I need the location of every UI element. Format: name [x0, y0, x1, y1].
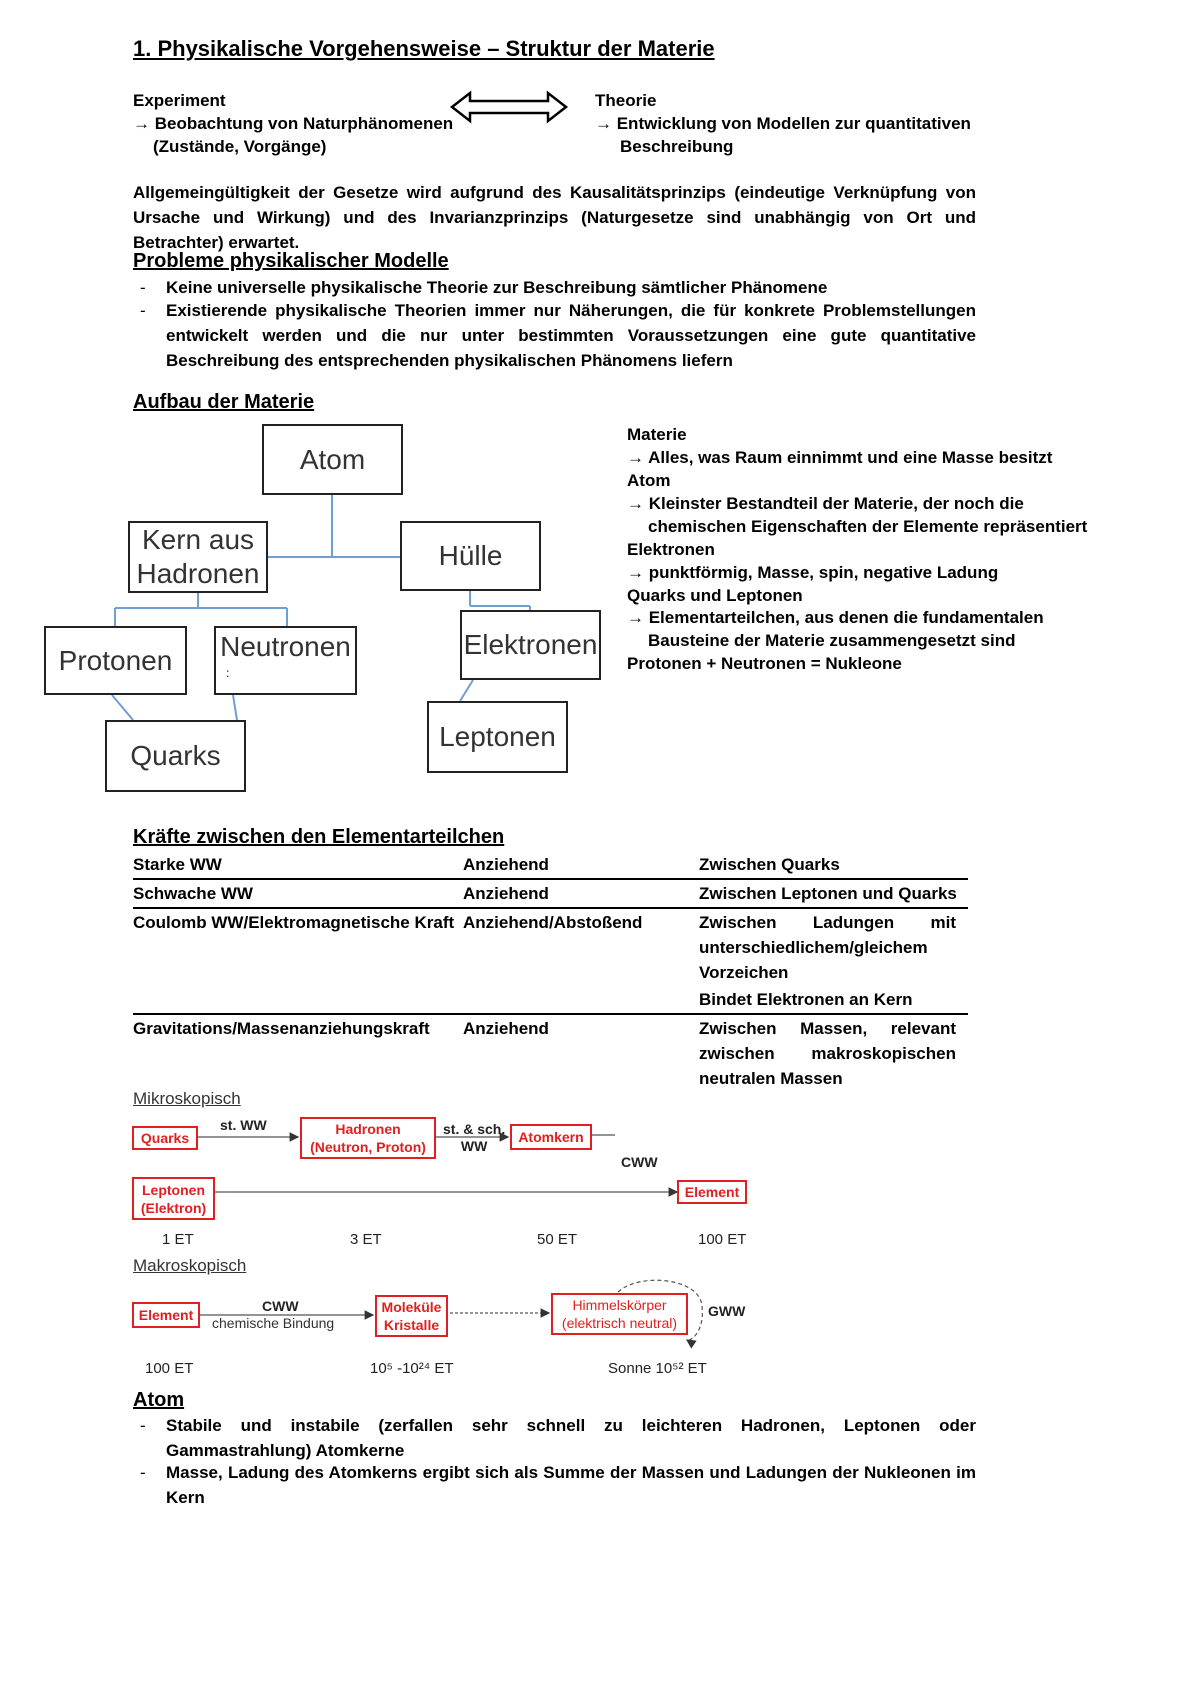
et-label: Sonne 10⁵² ET	[608, 1360, 707, 1377]
probleme-item: Keine universelle physikalische Theorie zur Beschreibung sämtlicher Phänomene	[166, 278, 828, 297]
theorie-line1: → Entwicklung von Modellen zur quantitativen	[595, 114, 971, 133]
table-cell: Anziehend	[463, 855, 549, 874]
def-quarks-leptonen: Quarks und Leptonen	[627, 586, 803, 605]
gww-label: GWW	[708, 1303, 746, 1319]
def-elektronen: Elektronen	[627, 540, 715, 559]
table-cell: Schwache WW	[133, 884, 253, 903]
probleme-heading: Probleme physikalischer Modelle	[133, 250, 449, 272]
experiment-heading: Experiment	[133, 91, 226, 110]
mikro-leptonen-box: Leptonen (Elektron)	[132, 1177, 215, 1220]
table-cell: Zwischen Ladungen mit unterschiedlichem/gleichem Vorzeichen	[699, 913, 956, 982]
neutronen-mark: :	[226, 666, 230, 680]
table-cell	[463, 986, 699, 1014]
theorie-line2: Beschreibung	[620, 137, 734, 156]
table-cell: Zwischen Quarks	[699, 855, 840, 874]
table-row	[133, 986, 968, 1014]
makro-cww-label: CWW	[262, 1298, 299, 1314]
bullet-dash: -	[140, 301, 146, 320]
atom-item: Masse, Ladung des Atomkerns ergibt sich als Summe der Massen und Ladungen der Nukleonen im Kern	[166, 1463, 976, 1507]
table-cell: Gravitations/Massenanziehungskraft	[133, 1019, 430, 1038]
makro-heading: Makroskopisch	[133, 1256, 247, 1275]
et-label: 1 ET	[162, 1231, 194, 1248]
probleme-item: Existierende physikalische Theorien immer nur Näherungen, die für konkrete Problemstellungen entwickelt werden und die nur unter bestimmten Voraussetzungen eine gute quantitative Beschreibung des entsprechenden physikalischen Phänomens liefern	[166, 301, 976, 370]
bullet-dash: -	[140, 278, 146, 297]
mikro-element-box: Element	[677, 1180, 747, 1204]
makro-element-box: Element	[132, 1302, 200, 1328]
et-label: 50 ET	[537, 1231, 578, 1248]
et-label: 100 ET	[698, 1231, 747, 1248]
def-nukleone: Protonen + Neutronen = Nukleone	[627, 654, 902, 673]
bullet-dash: -	[140, 1463, 146, 1482]
box-atom: Atom	[262, 424, 403, 495]
def-line: → Kleinster Bestandteil der Materie, der noch die	[627, 494, 1024, 513]
box-elektronen: Elektronen	[460, 610, 601, 680]
et-label: 100 ET	[145, 1360, 194, 1377]
experiment-line2: (Zustände, Vorgänge)	[153, 137, 327, 156]
table-row	[133, 879, 968, 908]
kraefte-heading: Kräfte zwischen den Elementarteilchen	[133, 826, 505, 848]
bullet-dash: -	[140, 1416, 146, 1435]
et-label: 3 ET	[350, 1231, 382, 1248]
page-title: 1. Physikalische Vorgehensweise – Struktur der Materie	[133, 36, 715, 61]
kraefte-table	[133, 851, 968, 1092]
box-protonen: Protonen	[44, 626, 187, 695]
table-cell: Zwischen Leptonen und Quarks	[699, 884, 957, 903]
table-cell: Bindet Elektronen an Kern	[699, 990, 913, 1009]
def-atom: Atom	[627, 471, 671, 490]
aufbau-connectors	[0, 0, 1200, 820]
mikro-atomkern-box: Atomkern	[510, 1124, 592, 1150]
def-line: → punktförmig, Masse, spin, negative Ladung	[627, 563, 999, 582]
aufbau-heading: Aufbau der Materie	[133, 391, 315, 413]
def-line: → Elementarteilchen, aus denen die fundamentalen	[627, 608, 1044, 627]
intro-paragraph: Allgemeingültigkeit der Gesetze wird aufgrund des Kausalitätsprinzips (eindeutige Verknüpfung von Ursache und Wirkung) und des Invarianzprinzips (Naturgesetze sind unabhängig von Ort und Betrachter) erwartet.	[133, 183, 976, 252]
table-row	[133, 908, 968, 986]
box-kern-hadronen: Kern aus Hadronen	[128, 521, 268, 593]
mikro-hadronen-box: Hadronen (Neutron, Proton)	[300, 1117, 436, 1159]
table-cell: Coulomb WW/Elektromagnetische Kraft	[133, 913, 455, 932]
box-quarks: Quarks	[105, 720, 246, 792]
def-line: chemischen Eigenschaften der Elemente repräsentiert	[648, 517, 1088, 536]
def-line: Bausteine der Materie zusammengesetzt sind	[648, 631, 1016, 650]
chemische-bindung-label: chemische Bindung	[212, 1315, 335, 1331]
table-cell: Anziehend	[463, 1019, 549, 1038]
box-leptonen: Leptonen	[427, 701, 568, 773]
atom-item: Stabile und instabile (zerfallen sehr schnell zu leichteren Hadronen, Leptonen oder Gammastrahlung) Atomkerne	[166, 1416, 976, 1460]
box-huelle: Hülle	[400, 521, 541, 591]
et-label: 10⁵ -10²⁴ ET	[370, 1360, 454, 1377]
table-cell: Zwischen Massen, relevant zwischen makroskopischen neutralen Massen	[699, 1019, 956, 1088]
experiment-line1: → Beobachtung von Naturphänomenen	[133, 114, 454, 133]
table-cell	[133, 986, 463, 1014]
atom-heading: Atom	[133, 1389, 185, 1411]
table-cell: Starke WW	[133, 855, 222, 874]
theorie-heading: Theorie	[595, 91, 657, 110]
mikro-heading: Mikroskopisch	[133, 1089, 241, 1108]
makro-molekuele-box: Moleküle Kristalle	[375, 1295, 448, 1337]
cww-label: CWW	[621, 1154, 658, 1170]
mikro-quarks-box: Quarks	[132, 1126, 198, 1150]
def-line: → Alles, was Raum einnimmt und eine Masse besitzt	[627, 448, 1053, 467]
st-ww-label: st. WW	[220, 1117, 267, 1133]
makro-himmelskoerper-box: Himmelskörper (elektrisch neutral)	[551, 1293, 688, 1335]
table-cell: Anziehend	[463, 884, 549, 903]
box-neutronen: Neutronen	[214, 626, 357, 695]
table-cell: Anziehend/Abstoßend	[463, 913, 643, 932]
table-row	[133, 851, 968, 879]
table-row	[133, 1014, 968, 1092]
def-materie: Materie	[627, 425, 687, 444]
st-sch-label: st. & sch. WW	[443, 1121, 506, 1154]
